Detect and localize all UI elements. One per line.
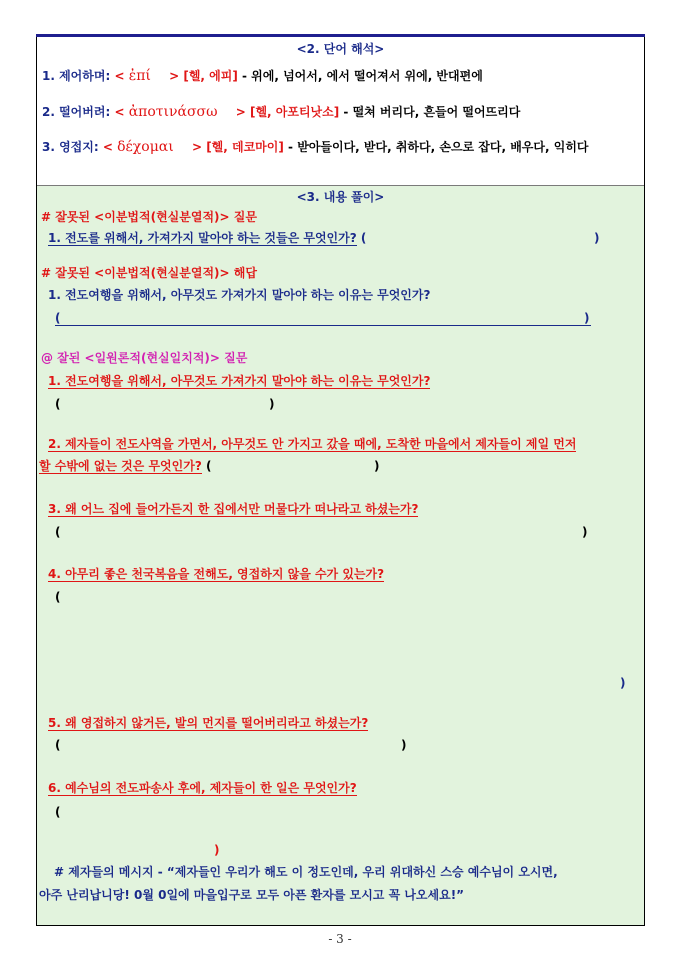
word-bracket: [헬, 에피]	[183, 69, 238, 83]
question-2-continued	[39, 458, 211, 474]
answer-open-paren: (	[205, 459, 212, 473]
question-text: 할 수밖에 없는 것은 무엇인가?	[39, 459, 202, 473]
question-text: 4. 아무리 좋은 천국복음을 전해도, 영접하지 않을 수가 있는가?	[48, 567, 385, 581]
word-close: >	[235, 105, 246, 119]
question-1	[48, 373, 430, 389]
section-3-header: <3. 내용 풀이>	[296, 190, 385, 204]
greek-word: ἀποτινάσσω	[128, 104, 218, 120]
answer-open-paren: (	[55, 805, 61, 819]
answer-open-paren: (	[55, 525, 61, 539]
question-text: 6. 예수님의 전도파송사 후에, 제자들이 한 일은 무엇인가?	[48, 781, 357, 795]
question-6	[48, 780, 357, 796]
wrong-answer-question-1: 1. 전도여행을 위해서, 아무것도 가져가지 말아야 하는 이유는 무엇인가?	[48, 288, 431, 302]
answer-open-paren: (	[360, 231, 367, 245]
question-text: 2. 제자들이 전도사역을 가면서, 아무것도 안 가지고 갔을 때에, 도착한 마을에서 제자들이 제일 먼저	[48, 437, 577, 451]
word-meaning: - 떨쳐 버리다, 흔들어 떨어뜨리다	[343, 105, 521, 119]
answer-close-paren: )	[269, 397, 275, 411]
answer-blank-line	[55, 325, 591, 326]
word-meaning: - 위에, 넘어서, 에서 떨어져서 위에, 반대편에	[242, 69, 483, 83]
answer-close-paren: )	[584, 311, 590, 325]
question-text: 1. 전도여행을 위해서, 아무것도 가져가지 말아야 하는 이유는 무엇인가?	[48, 374, 431, 388]
question-text: 5. 왜 영접하지 않거든, 발의 먼지를 떨어버리라고 하셨는가?	[48, 716, 369, 730]
wrong-question-1	[48, 230, 366, 246]
disciples-message-line-2: 아주 난리납니당! 0월 0일에 마을입구로 모두 아픈 환자를 모시고 꼭 나오세요!”	[39, 888, 465, 902]
answer-close-paren: )	[582, 525, 588, 539]
word-item-3	[42, 139, 589, 155]
answer-close-paren: )	[594, 231, 600, 245]
word-label: 3. 영접지:	[42, 140, 99, 154]
answer-close-paren: )	[620, 676, 626, 690]
word-bracket: [헬, 아포티낫소]	[249, 105, 340, 119]
question-5	[48, 715, 368, 731]
word-label: 1. 제어하며:	[42, 69, 111, 83]
word-open: <	[102, 140, 113, 154]
answer-open-paren: (	[55, 311, 61, 325]
section-2-header: <2. 단어 해석>	[296, 42, 385, 56]
disciples-message-line-1: # 제자들의 메시지 - “제자들인 우리가 해도 이 정도인데, 우리 위대하신 스승 예수님이 오시면,	[54, 865, 558, 879]
greek-word: ἐπί	[128, 68, 151, 84]
answer-close-paren: )	[401, 738, 407, 752]
question-text: 1. 전도를 위해서, 가져가지 말아야 하는 것들은 무엇인가?	[48, 231, 357, 245]
right-question-heading: @ 잘된 <일원론적(현실일치적)> 질문	[41, 351, 248, 365]
word-open: <	[114, 69, 125, 83]
answer-open-paren: (	[55, 590, 61, 604]
answer-open-paren: (	[55, 397, 61, 411]
question-text: 3. 왜 어느 집에 들어가든지 한 집에서만 머물다가 떠나라고 하셨는가?	[48, 502, 419, 516]
page-number: - 3 -	[328, 932, 352, 946]
question-4	[48, 566, 384, 582]
question-2	[48, 436, 576, 452]
wrong-question-heading: # 잘못된 <이분법적(현실분열적)> 질문	[41, 210, 257, 224]
answer-close-paren: )	[214, 843, 220, 857]
wrong-answer-heading: # 잘못된 <이분법적(현실분열적)> 해답	[41, 266, 257, 280]
answer-open-paren: (	[55, 738, 61, 752]
content-explanation-section	[37, 186, 644, 925]
word-close: >	[191, 140, 202, 154]
greek-word: δέχομαι	[117, 139, 174, 155]
word-close: >	[169, 69, 180, 83]
word-interpretation-section	[37, 37, 644, 186]
word-item-2	[42, 104, 520, 120]
word-item-1	[42, 68, 483, 84]
word-bracket: [헬, 데코마이]	[206, 140, 284, 154]
word-open: <	[114, 105, 125, 119]
word-meaning: - 받아들이다, 받다, 취하다, 손으로 잡다, 배우다, 익히다	[288, 140, 589, 154]
word-label: 2. 떨어버려:	[42, 105, 111, 119]
question-3	[48, 501, 418, 517]
answer-close-paren: )	[374, 459, 380, 473]
